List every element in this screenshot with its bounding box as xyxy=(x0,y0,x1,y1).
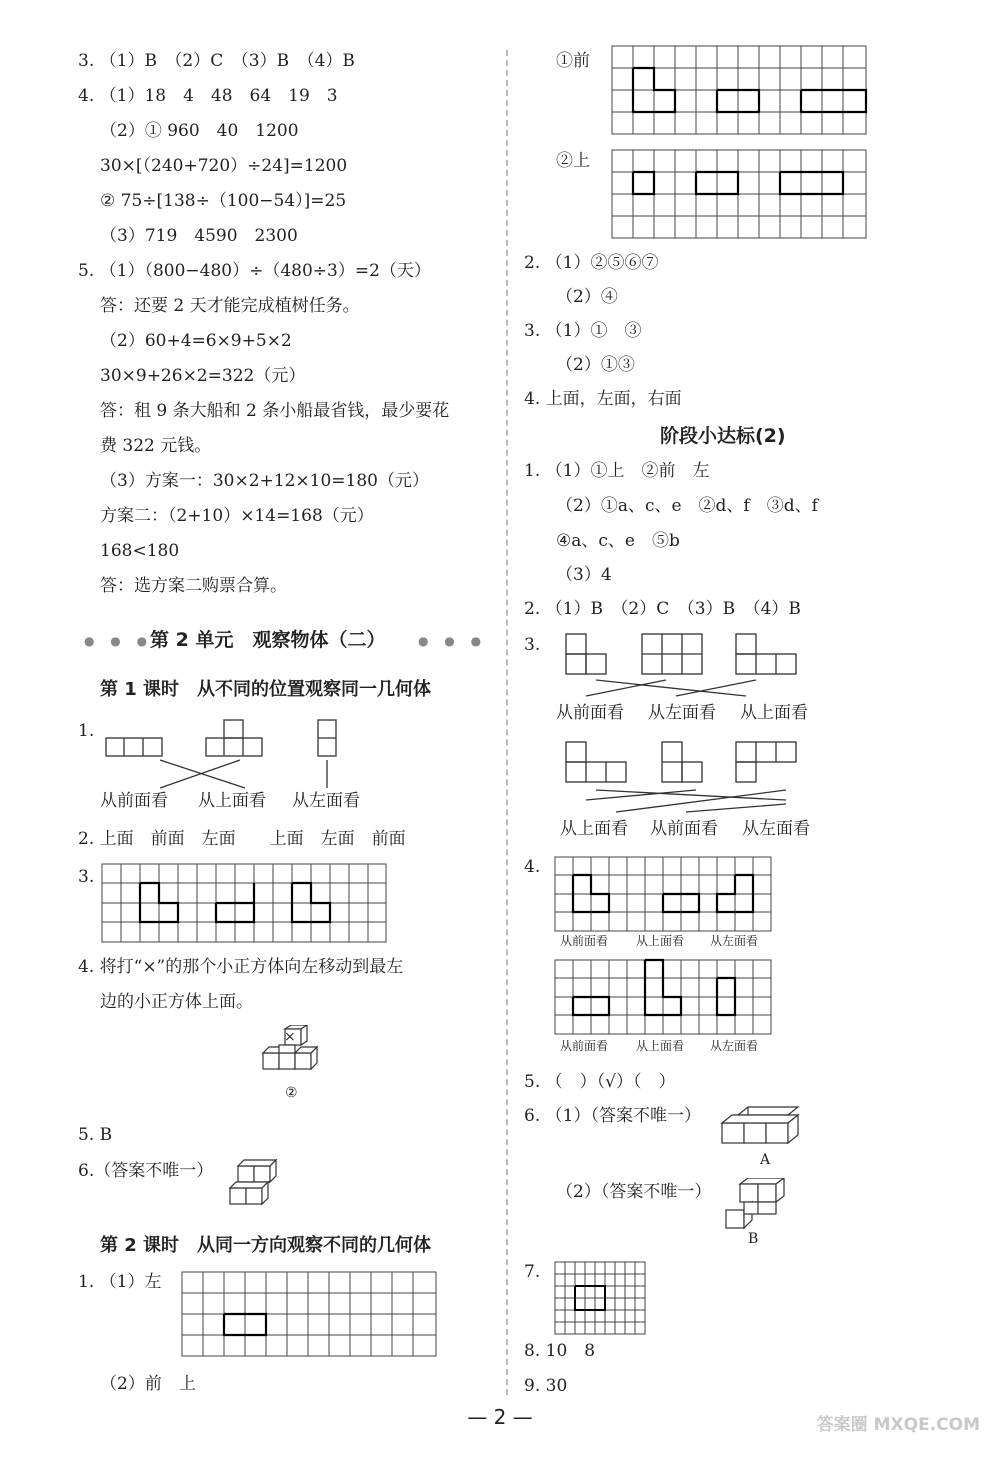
answer-line: （2）60+4=6×9+5×2 xyxy=(100,331,292,351)
answer-line: 方案二：（2+10）×14=168（元） xyxy=(100,506,374,526)
section-title: 阶段小达标(2) xyxy=(660,425,786,447)
answer-line: 4. 上面，左面，右面 xyxy=(524,389,682,409)
view-label: 从左面看 xyxy=(648,703,716,723)
question-number: 3. xyxy=(78,867,95,887)
answer-line: 2. （1）②⑤⑥⑦ xyxy=(524,253,659,273)
view-label: 从前面看 xyxy=(560,1039,609,1053)
answer-line: 2. （1）B （2）C （3）B （4）B xyxy=(524,599,801,619)
answer-line: 6. （1）（答案不唯一） xyxy=(524,1106,701,1126)
answer-line: 边的小正方体上面。 xyxy=(100,992,253,1012)
answer-line: 4. 将打“×”的那个小正方体向左移动到最左 xyxy=(78,957,404,977)
x-mark: × xyxy=(284,1029,296,1045)
answer-line: 3. （1）B （2）C （3）B （4）B xyxy=(78,51,355,71)
lesson-title: 第 1 课时 从不同的位置观察同一几何体 xyxy=(100,679,432,700)
figure-label: A xyxy=(760,1152,771,1168)
answer-line: 2. 上面 前面 左面 上面 左面 前面 xyxy=(78,829,406,849)
answer-line: 5. B xyxy=(78,1125,113,1145)
answer-line: ④a、c、e ⑤b xyxy=(556,531,680,551)
answer-line: 30×9+26×2=322（元） xyxy=(100,366,306,386)
answer-line: （2）①a、c、e ②d、f ③d、f xyxy=(556,496,818,516)
unit-title: 第 2 单元 观察物体（二） xyxy=(150,629,386,651)
answer-line: （3）719 4590 2300 xyxy=(100,226,298,246)
matching-views-figure xyxy=(556,630,826,700)
answer-line: 答：选方案二购票合算。 xyxy=(100,576,287,596)
view-label: 从左面看 xyxy=(742,819,810,839)
view-label: 从前面看 xyxy=(556,703,624,723)
figure-label: B xyxy=(748,1231,759,1247)
dot-grid xyxy=(100,862,390,944)
answer-line: 8. 10 8 xyxy=(524,1341,596,1361)
decorative-dots: ● ● ● xyxy=(84,634,154,648)
answer-line: （2）（答案不唯一） xyxy=(556,1182,712,1202)
view-label: 从左面看 xyxy=(292,791,360,811)
view-label: ①前 xyxy=(556,51,590,71)
view-label: 从前面看 xyxy=(650,819,718,839)
answer-line: 5. （ ）（√）（ ） xyxy=(524,1072,676,1092)
lesson-title: 第 2 课时 从同一方向观察不同的几何体 xyxy=(100,1235,432,1256)
cube-stack-figure xyxy=(722,1178,792,1234)
answer-line: ② 75÷[138÷（100−54）]=25 xyxy=(100,191,347,211)
answer-line: （2）① 960 40 1200 xyxy=(100,121,299,141)
cube-stack-figure xyxy=(228,1158,288,1222)
answer-line: （3）4 xyxy=(556,565,612,585)
answer-line: 4. （1）18 4 48 64 19 3 xyxy=(78,86,338,106)
watermark: 答案圈 MXQE.COM xyxy=(816,1415,980,1435)
answer-line: 9. 30 xyxy=(524,1376,568,1396)
view-label: 从上面看 xyxy=(198,791,266,811)
answer-line: （3）方案一：30×2+12×10=180（元） xyxy=(100,471,429,491)
answer-line: 30×[（240+720）÷24]=1200 xyxy=(100,156,348,176)
question-number: 4. xyxy=(524,857,541,877)
view-label: 从上面看 xyxy=(636,1039,685,1053)
question-number: 3. xyxy=(524,635,541,655)
view-label: 从上面看 xyxy=(560,819,628,839)
answer-line: 答：租 9 条大船和 2 条小船最省钱，最少要花 xyxy=(100,401,450,421)
dot-grid xyxy=(553,958,775,1038)
answer-line: （2）④ xyxy=(556,287,618,307)
dot-grid xyxy=(553,1260,649,1338)
answer-line: （2）①③ xyxy=(556,355,635,375)
view-label: 从前面看 xyxy=(100,791,168,811)
question-number: 7. xyxy=(524,1262,541,1282)
dot-grid xyxy=(610,44,872,138)
answer-line: （2）前 上 xyxy=(100,1374,196,1394)
cube-stack-figure xyxy=(718,1103,808,1153)
column-divider xyxy=(506,50,508,1395)
view-label: 从左面看 xyxy=(710,934,759,948)
dot-grid xyxy=(180,1270,442,1364)
view-label: 从前面看 xyxy=(560,934,609,948)
dot-grid xyxy=(610,148,872,242)
decorative-dots: ● ● ● xyxy=(418,634,488,648)
answer-line: 3. （1）① ③ xyxy=(524,321,642,341)
question-number: 1. xyxy=(78,721,95,741)
view-label: 从左面看 xyxy=(710,1039,759,1053)
answer-line: 5. （1）（800−480）÷（480÷3）=2（天） xyxy=(78,261,431,281)
answer-line: 1. （1）①上 ②前 左 xyxy=(524,461,710,481)
figure-label: ② xyxy=(285,1085,298,1101)
matching-views-figure xyxy=(556,738,826,820)
view-label: 从上面看 xyxy=(740,703,808,723)
dot-grid xyxy=(553,855,775,935)
answer-line: 费 322 元钱。 xyxy=(100,436,212,456)
answer-line: 答：还要 2 天才能完成植树任务。 xyxy=(100,296,360,316)
view-label: ②上 xyxy=(556,151,590,171)
view-label: 从上面看 xyxy=(636,934,685,948)
answer-line: 1. （1）左 xyxy=(78,1272,162,1292)
page-number: — 2 — xyxy=(467,1405,533,1429)
three-views-figure xyxy=(100,712,400,792)
answer-line: 168<180 xyxy=(100,541,180,561)
answer-line: 6.（答案不唯一） xyxy=(78,1161,214,1181)
